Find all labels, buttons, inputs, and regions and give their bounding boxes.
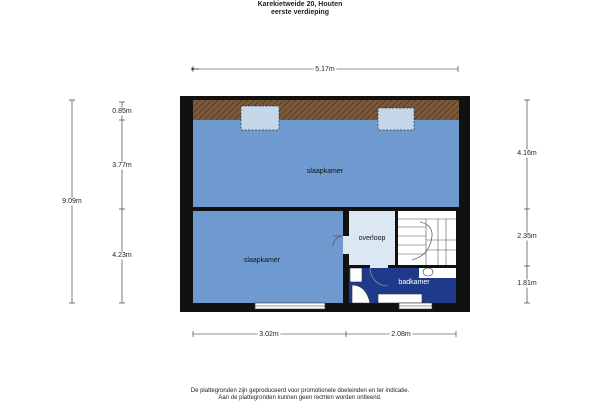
dim-left-inner bbox=[119, 102, 125, 303]
roof-area bbox=[193, 100, 459, 120]
dim-left-roof-label: 0.85m bbox=[112, 108, 132, 115]
bedroom-top-area bbox=[193, 120, 459, 207]
address-title: Karekietweide 20, Houten bbox=[257, 1, 343, 8]
dim-left-total-label: 9.09m bbox=[62, 198, 82, 205]
wall-horizontal bbox=[193, 207, 456, 211]
dim-right-lower-label: 1.81m bbox=[517, 280, 537, 287]
footer-disclaimer-1: De plattegronden zijn geproduceerd voor promotionele doeleinden en ter indicatie. bbox=[190, 388, 410, 394]
room-label-landing: overloop bbox=[358, 235, 386, 242]
wall-vertical-left bbox=[343, 207, 349, 303]
dim-right bbox=[524, 100, 530, 303]
door-gap-bath bbox=[370, 265, 388, 268]
dim-bottom-left-label: 3.02m bbox=[259, 331, 279, 338]
dim-bottom bbox=[193, 331, 456, 337]
door-gap-bedroom bbox=[343, 236, 349, 254]
dim-right-upper-label: 4.16m bbox=[517, 150, 537, 157]
toilet-icon bbox=[423, 268, 433, 276]
dim-top-label: 5.17m bbox=[315, 66, 335, 73]
wall-bath-top bbox=[349, 265, 456, 268]
skylight-right bbox=[378, 108, 414, 130]
dim-left-upper-label: 3.77m bbox=[112, 162, 132, 169]
room-label-bedroom-bottom: slaapkamer bbox=[243, 257, 281, 264]
floor-title: eerste verdieping bbox=[271, 9, 329, 16]
dim-left-lower-label: 4.23m bbox=[112, 252, 132, 259]
room-label-bathroom: badkamer bbox=[398, 279, 430, 286]
wall-vertical-stair bbox=[395, 207, 398, 268]
skylight-left bbox=[241, 106, 279, 130]
bath-fixture bbox=[378, 294, 422, 303]
sink-icon bbox=[350, 268, 362, 282]
dim-bottom-right-label: 2.08m bbox=[391, 331, 411, 338]
footer-disclaimer-2: Aan de plattegronden kunnen geen rechten worden ontleend. bbox=[218, 395, 382, 401]
room-label-bedroom-top: slaapkamer bbox=[306, 168, 344, 175]
dim-right-middle-label: 2.35m bbox=[517, 233, 537, 240]
